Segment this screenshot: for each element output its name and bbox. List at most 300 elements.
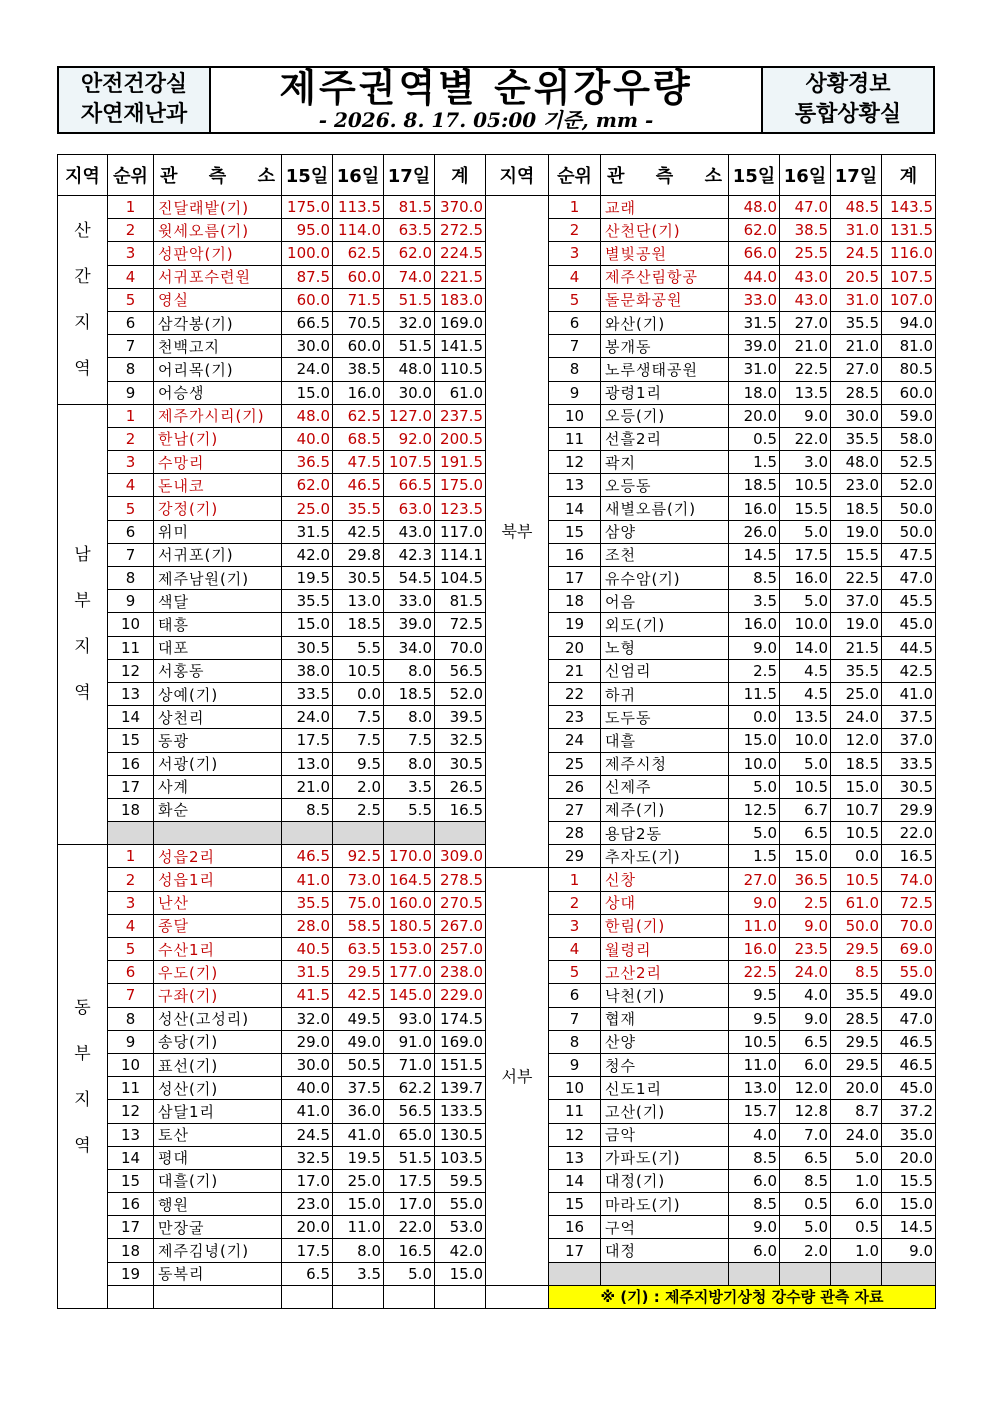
day17-cell: 35.5 xyxy=(831,311,882,334)
rank-cell: 11 xyxy=(549,1100,601,1123)
total-cell: 60.0 xyxy=(882,381,936,404)
station-cell: 월령리 xyxy=(601,938,729,961)
day15-cell: 8.5 xyxy=(729,1193,780,1216)
rank-cell: 1 xyxy=(549,196,601,219)
day17-cell: 8.0 xyxy=(384,706,435,729)
total-cell: 107.5 xyxy=(882,265,936,288)
day17-cell: 24.5 xyxy=(831,242,882,265)
day17-cell: 81.5 xyxy=(384,196,435,219)
total-cell: 41.0 xyxy=(882,682,936,705)
station-cell: 제주남원(기) xyxy=(154,567,282,590)
station-cell: 상예(기) xyxy=(154,682,282,705)
day16-cell: 18.5 xyxy=(333,613,384,636)
col-station: 관 측 소 xyxy=(601,155,729,196)
table-row xyxy=(486,706,936,729)
day17-cell: 29.5 xyxy=(831,1030,882,1053)
rank-cell: 19 xyxy=(108,1262,154,1285)
rank-cell: 9 xyxy=(108,590,154,613)
rank-cell: 6 xyxy=(108,520,154,543)
total-cell: 46.5 xyxy=(882,1030,936,1053)
rank-cell: 9 xyxy=(549,381,601,404)
day17-cell: 24.0 xyxy=(831,1123,882,1146)
day17-cell xyxy=(384,1285,435,1308)
day16-cell xyxy=(780,1262,831,1285)
table-row xyxy=(486,1077,936,1100)
day15-cell: 21.0 xyxy=(282,775,333,798)
station-cell: 제주산림항공 xyxy=(601,265,729,288)
rank-cell: 27 xyxy=(549,798,601,821)
day15-cell: 9.5 xyxy=(729,984,780,1007)
table-row xyxy=(58,404,486,427)
day17-cell: 66.5 xyxy=(384,474,435,497)
station-cell: 종달 xyxy=(154,914,282,937)
rank-cell: 17 xyxy=(108,775,154,798)
total-cell: 81.0 xyxy=(882,335,936,358)
day16-cell: 13.0 xyxy=(333,590,384,613)
station-cell: 용담2동 xyxy=(601,822,729,845)
rank-cell: 25 xyxy=(549,752,601,775)
station-cell: 어승생 xyxy=(154,381,282,404)
region-label xyxy=(58,404,108,845)
day16-cell: 36.5 xyxy=(780,868,831,891)
day16-cell: 15.5 xyxy=(780,497,831,520)
total-cell: 46.5 xyxy=(882,1053,936,1076)
day16-cell xyxy=(333,822,384,845)
day16-cell: 42.5 xyxy=(333,520,384,543)
title-box xyxy=(211,68,761,132)
table-row xyxy=(58,311,486,334)
day16-cell: 30.5 xyxy=(333,567,384,590)
day15-cell: 31.5 xyxy=(282,961,333,984)
day15-cell: 9.0 xyxy=(729,636,780,659)
station-cell: 하귀 xyxy=(601,682,729,705)
day16-cell: 10.5 xyxy=(780,474,831,497)
table-row xyxy=(58,868,486,891)
total-cell: 191.5 xyxy=(435,451,486,474)
total-cell: 15.5 xyxy=(882,1169,936,1192)
rank-cell: 11 xyxy=(108,636,154,659)
table-row xyxy=(486,775,936,798)
rank-cell: 14 xyxy=(549,497,601,520)
day15-cell: 44.0 xyxy=(729,265,780,288)
day16-cell: 27.0 xyxy=(780,311,831,334)
rank-cell: 1 xyxy=(549,868,601,891)
day15-cell: 13.0 xyxy=(282,752,333,775)
day15-cell: 95.0 xyxy=(282,219,333,242)
table-row xyxy=(486,1100,936,1123)
day17-cell: 33.0 xyxy=(384,590,435,613)
rank-cell: 18 xyxy=(108,1239,154,1262)
table-row xyxy=(58,729,486,752)
station-cell xyxy=(154,822,282,845)
day15-cell: 48.0 xyxy=(282,404,333,427)
day15-cell: 9.0 xyxy=(729,1216,780,1239)
rank-cell: 7 xyxy=(108,543,154,566)
day16-cell: 6.7 xyxy=(780,798,831,821)
day15-cell: 2.5 xyxy=(729,659,780,682)
day15-cell: 14.5 xyxy=(729,543,780,566)
day17-cell: 48.5 xyxy=(831,196,882,219)
day16-cell: 3.0 xyxy=(780,451,831,474)
station-cell: 성읍2리 xyxy=(154,845,282,868)
day15-cell: 0.0 xyxy=(729,706,780,729)
rank-cell xyxy=(108,1285,154,1308)
right-rainfall-table xyxy=(485,154,936,1309)
day17-cell: 19.0 xyxy=(831,520,882,543)
day17-cell: 5.0 xyxy=(831,1146,882,1169)
day17-cell: 31.0 xyxy=(831,219,882,242)
day15-cell: 23.0 xyxy=(282,1193,333,1216)
rank-cell: 2 xyxy=(108,427,154,450)
region-char: 역 xyxy=(74,358,91,379)
day15-cell: 20.0 xyxy=(282,1216,333,1239)
table-row xyxy=(486,381,936,404)
table-row xyxy=(58,451,486,474)
rank-cell: 14 xyxy=(549,1169,601,1192)
day16-cell: 38.5 xyxy=(333,358,384,381)
region-char: 간 xyxy=(74,266,91,287)
station-cell: 구억 xyxy=(601,1216,729,1239)
station-cell: 동광 xyxy=(154,729,282,752)
table-row xyxy=(486,567,936,590)
table-row xyxy=(486,288,936,311)
rank-cell: 9 xyxy=(108,381,154,404)
total-cell: 70.0 xyxy=(882,914,936,937)
day17-cell: 37.0 xyxy=(831,590,882,613)
total-cell: 272.5 xyxy=(435,219,486,242)
total-cell: 37.5 xyxy=(882,706,936,729)
day15-cell: 18.0 xyxy=(729,381,780,404)
rank-cell: 10 xyxy=(549,1077,601,1100)
station-cell: 고산(기) xyxy=(601,1100,729,1123)
day16-cell: 7.5 xyxy=(333,706,384,729)
table-row xyxy=(58,219,486,242)
day15-cell: 31.0 xyxy=(729,358,780,381)
day17-cell: 29.5 xyxy=(831,938,882,961)
station-cell: 청수 xyxy=(601,1053,729,1076)
day15-cell: 3.5 xyxy=(729,590,780,613)
table-row xyxy=(58,196,486,219)
table-row xyxy=(58,961,486,984)
day16-cell: 47.5 xyxy=(333,451,384,474)
day16-cell: 19.5 xyxy=(333,1146,384,1169)
day17-cell: 12.0 xyxy=(831,729,882,752)
station-cell: 위미 xyxy=(154,520,282,543)
day16-cell: 73.0 xyxy=(333,868,384,891)
col-day15: 15일 xyxy=(282,155,333,196)
day15-cell: 42.0 xyxy=(282,543,333,566)
day16-cell: 29.8 xyxy=(333,543,384,566)
day16-cell: 4.5 xyxy=(780,659,831,682)
day17-cell xyxy=(831,1262,882,1285)
table-row xyxy=(58,798,486,821)
station-cell: 우도(기) xyxy=(154,961,282,984)
day17-cell: 17.0 xyxy=(384,1193,435,1216)
day16-cell: 37.5 xyxy=(333,1077,384,1100)
day16-cell: 29.5 xyxy=(333,961,384,984)
rank-cell: 6 xyxy=(108,961,154,984)
station-cell: 대흘 xyxy=(601,729,729,752)
table-row xyxy=(486,196,936,219)
table-row xyxy=(58,358,486,381)
rank-cell: 7 xyxy=(108,984,154,1007)
report-header xyxy=(57,66,935,134)
table-row xyxy=(58,1030,486,1053)
day16-cell: 38.5 xyxy=(780,219,831,242)
col-total: 계 xyxy=(435,155,486,196)
total-cell: 56.5 xyxy=(435,659,486,682)
table-row xyxy=(486,219,936,242)
total-cell: 15.0 xyxy=(435,1262,486,1285)
day15-cell: 17.5 xyxy=(282,1239,333,1262)
day17-cell: 127.0 xyxy=(384,404,435,427)
total-cell: 52.0 xyxy=(882,474,936,497)
day16-cell: 16.0 xyxy=(333,381,384,404)
table-row xyxy=(486,451,936,474)
total-cell: 151.5 xyxy=(435,1053,486,1076)
day16-cell: 71.5 xyxy=(333,288,384,311)
day16-cell: 5.5 xyxy=(333,636,384,659)
rank-cell: 6 xyxy=(549,984,601,1007)
total-cell: 139.7 xyxy=(435,1077,486,1100)
day15-cell: 48.0 xyxy=(729,196,780,219)
table-row xyxy=(58,706,486,729)
station-cell: 난산 xyxy=(154,891,282,914)
rank-cell: 5 xyxy=(108,938,154,961)
day17-cell: 62.0 xyxy=(384,242,435,265)
rank-cell: 28 xyxy=(549,822,601,845)
table-row xyxy=(486,1262,936,1285)
day15-cell: 19.5 xyxy=(282,567,333,590)
total-cell: 30.5 xyxy=(435,752,486,775)
day17-cell: 51.5 xyxy=(384,288,435,311)
table-row xyxy=(58,242,486,265)
rank-cell: 5 xyxy=(108,497,154,520)
table-row xyxy=(486,938,936,961)
footnote-row xyxy=(486,1285,936,1308)
table-row xyxy=(58,914,486,937)
rank-cell: 14 xyxy=(108,706,154,729)
rank-cell: 10 xyxy=(549,404,601,427)
day17-cell: 6.0 xyxy=(831,1193,882,1216)
day15-cell: 18.5 xyxy=(729,474,780,497)
station-cell: 삼양 xyxy=(601,520,729,543)
rank-cell: 23 xyxy=(549,706,601,729)
day16-cell: 2.0 xyxy=(780,1239,831,1262)
rank-cell: 17 xyxy=(549,567,601,590)
total-cell: 42.5 xyxy=(882,659,936,682)
region-label xyxy=(58,196,108,405)
total-cell: 26.5 xyxy=(435,775,486,798)
day17-cell xyxy=(384,822,435,845)
dept-box-right xyxy=(761,68,933,132)
station-cell: 삼달1리 xyxy=(154,1100,282,1123)
table-row xyxy=(58,613,486,636)
total-cell: 16.5 xyxy=(882,845,936,868)
table-row xyxy=(486,798,936,821)
rank-cell: 16 xyxy=(549,543,601,566)
region-label xyxy=(486,868,549,1285)
day15-cell: 39.0 xyxy=(729,335,780,358)
rank-cell: 18 xyxy=(108,798,154,821)
table-row xyxy=(58,567,486,590)
table-row xyxy=(58,1053,486,1076)
table-row xyxy=(486,682,936,705)
total-cell: 94.0 xyxy=(882,311,936,334)
total-cell: 37.0 xyxy=(882,729,936,752)
station-cell: 동복리 xyxy=(154,1262,282,1285)
table-row xyxy=(486,1193,936,1216)
total-cell: 257.0 xyxy=(435,938,486,961)
day17-cell: 30.0 xyxy=(831,404,882,427)
day15-cell: 1.5 xyxy=(729,845,780,868)
station-cell: 가파도(기) xyxy=(601,1146,729,1169)
day15-cell: 30.0 xyxy=(282,335,333,358)
station-cell: 신엄리 xyxy=(601,659,729,682)
day16-cell: 7.5 xyxy=(333,729,384,752)
station-cell: 유수암(기) xyxy=(601,567,729,590)
day17-cell: 20.5 xyxy=(831,265,882,288)
total-cell: 29.9 xyxy=(882,798,936,821)
day16-cell: 7.0 xyxy=(780,1123,831,1146)
table-row xyxy=(486,984,936,1007)
table-row xyxy=(486,636,936,659)
station-cell: 한림(기) xyxy=(601,914,729,937)
day15-cell: 16.0 xyxy=(729,613,780,636)
station-cell: 광령1리 xyxy=(601,381,729,404)
station-cell: 오등동 xyxy=(601,474,729,497)
day15-cell: 28.0 xyxy=(282,914,333,937)
day15-cell: 17.5 xyxy=(282,729,333,752)
table-row xyxy=(486,1007,936,1030)
day16-cell: 46.5 xyxy=(333,474,384,497)
station-cell: 삼각봉(기) xyxy=(154,311,282,334)
region-char: 남 xyxy=(74,545,91,566)
total-cell: 44.5 xyxy=(882,636,936,659)
station-cell: 제주시청 xyxy=(601,752,729,775)
day16-cell: 13.5 xyxy=(780,381,831,404)
station-cell: 성산(기) xyxy=(154,1077,282,1100)
total-cell: 183.0 xyxy=(435,288,486,311)
day17-cell: 7.5 xyxy=(384,729,435,752)
total-cell: 309.0 xyxy=(435,845,486,868)
day16-cell: 11.0 xyxy=(333,1216,384,1239)
total-cell: 175.0 xyxy=(435,474,486,497)
day15-cell: 8.5 xyxy=(282,798,333,821)
table-row xyxy=(58,1077,486,1100)
day17-cell: 56.5 xyxy=(384,1100,435,1123)
total-cell: 143.5 xyxy=(882,196,936,219)
day17-cell: 28.5 xyxy=(831,381,882,404)
total-cell: 72.5 xyxy=(435,613,486,636)
col-station: 관 측 소 xyxy=(154,155,282,196)
rank-cell: 15 xyxy=(108,729,154,752)
day16-cell: 21.0 xyxy=(780,335,831,358)
total-cell: 39.5 xyxy=(435,706,486,729)
station-cell: 새별오름(기) xyxy=(601,497,729,520)
rank-cell: 16 xyxy=(549,1216,601,1239)
total-cell: 70.0 xyxy=(435,636,486,659)
rank-cell: 5 xyxy=(549,961,601,984)
region-char: 지 xyxy=(74,1089,91,1110)
total-cell: 237.5 xyxy=(435,404,486,427)
rank-cell: 12 xyxy=(108,1100,154,1123)
day17-cell: 5.5 xyxy=(384,798,435,821)
day16-cell: 25.0 xyxy=(333,1169,384,1192)
table-row xyxy=(58,1169,486,1192)
total-cell: 45.0 xyxy=(882,1077,936,1100)
rank-cell: 3 xyxy=(108,242,154,265)
total-cell: 72.5 xyxy=(882,891,936,914)
day15-cell: 24.0 xyxy=(282,706,333,729)
day15-cell: 9.0 xyxy=(729,891,780,914)
day15-cell: 5.0 xyxy=(729,775,780,798)
page-title: 제주권역별 순위강우량 xyxy=(279,66,693,110)
station-cell: 행원 xyxy=(154,1193,282,1216)
day15-cell: 175.0 xyxy=(282,196,333,219)
day16-cell: 12.0 xyxy=(780,1077,831,1100)
total-cell: 32.5 xyxy=(435,729,486,752)
day15-cell: 35.5 xyxy=(282,891,333,914)
day17-cell: 91.0 xyxy=(384,1030,435,1053)
station-cell: 서귀포수련원 xyxy=(154,265,282,288)
station-cell: 선흘2리 xyxy=(601,427,729,450)
day15-cell: 16.0 xyxy=(729,938,780,961)
dept-right-line2: 통합상황실 xyxy=(794,102,902,127)
table-row xyxy=(58,752,486,775)
rank-cell: 10 xyxy=(108,613,154,636)
rank-cell: 7 xyxy=(549,1007,601,1030)
day17-cell: 164.5 xyxy=(384,868,435,891)
station-cell: 색달 xyxy=(154,590,282,613)
day16-cell: 47.0 xyxy=(780,196,831,219)
rank-cell: 13 xyxy=(108,1123,154,1146)
station-cell: 협재 xyxy=(601,1007,729,1030)
rank-cell: 4 xyxy=(108,265,154,288)
table-row xyxy=(486,1239,936,1262)
total-cell: 107.0 xyxy=(882,288,936,311)
day16-cell: 36.0 xyxy=(333,1100,384,1123)
total-cell: 69.0 xyxy=(882,938,936,961)
day16-cell: 62.5 xyxy=(333,242,384,265)
rank-cell: 11 xyxy=(549,427,601,450)
day17-cell: 170.0 xyxy=(384,845,435,868)
day16-cell: 22.0 xyxy=(780,427,831,450)
station-cell: 추자도(기) xyxy=(601,845,729,868)
total-cell: 47.0 xyxy=(882,1007,936,1030)
day17-cell: 17.5 xyxy=(384,1169,435,1192)
day17-cell: 10.5 xyxy=(831,822,882,845)
day17-cell: 35.5 xyxy=(831,659,882,682)
day16-cell: 5.0 xyxy=(780,590,831,613)
day15-cell: 60.0 xyxy=(282,288,333,311)
total-cell: 130.5 xyxy=(435,1123,486,1146)
day17-cell: 8.7 xyxy=(831,1100,882,1123)
region-label xyxy=(486,196,549,868)
station-cell: 별빛공원 xyxy=(601,242,729,265)
rank-cell: 3 xyxy=(108,891,154,914)
table-row xyxy=(486,265,936,288)
day17-cell: 153.0 xyxy=(384,938,435,961)
table-row xyxy=(58,497,486,520)
total-cell: 33.5 xyxy=(882,752,936,775)
station-cell: 신창 xyxy=(601,868,729,891)
table-row xyxy=(58,543,486,566)
station-cell: 사계 xyxy=(154,775,282,798)
day16-cell: 6.5 xyxy=(780,822,831,845)
total-cell: 50.0 xyxy=(882,497,936,520)
day16-cell: 6.0 xyxy=(780,1053,831,1076)
